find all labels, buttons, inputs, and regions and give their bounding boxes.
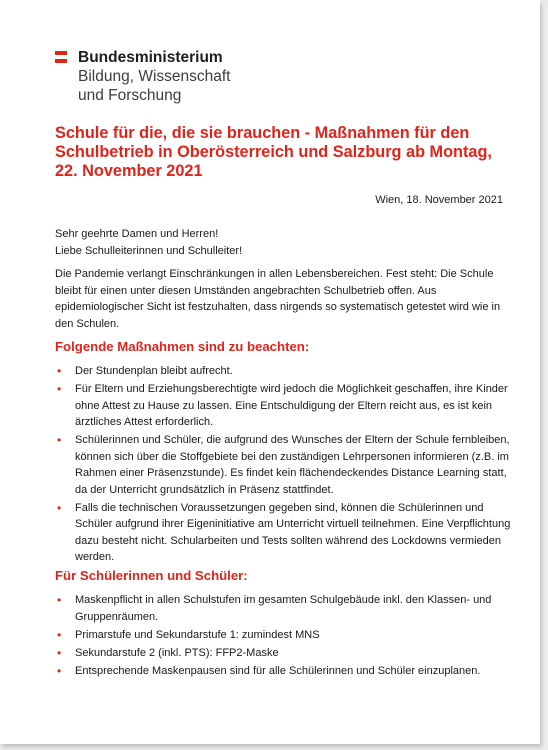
document-title: Schule für die, die sie brauchen - Maßnahmen für den Schulbetrieb in Oberösterreich und Salzburg ab Montag, 22. November 2021	[55, 124, 492, 180]
section-heading-measures: Folgende Maßnahmen sind zu beachten:	[55, 339, 310, 354]
list-item	[55, 381, 517, 431]
salutation-line-1: Sehr geehrte Damen und Herren!	[55, 228, 219, 240]
bullet-icon: •	[57, 663, 62, 678]
bullet-icon: •	[57, 364, 62, 378]
list-item-text: Falls die technischen Voraussetzungen gegeben sind, können die Schülerinnen und Schüler aufgrund ihrer Eigeninitiative am Unterricht virtuell teilnehmen. Eine Verpflichtung dazu besteht nicht. Schularbeiten und Tests sollten während des Lockdowns vermieden werden.	[75, 501, 511, 563]
logo-line-1: Bundesministerium	[78, 49, 223, 66]
list-item	[55, 592, 517, 625]
bullet-icon: •	[57, 645, 62, 660]
document-date: Wien, 18. November 2021	[375, 194, 503, 206]
list-item-text: Der Stundenplan bleibt aufrecht.	[75, 365, 233, 377]
measures-list	[55, 363, 517, 567]
list-item	[55, 645, 517, 662]
section-heading-students: Für Schülerinnen und Schüler:	[55, 568, 248, 583]
bullet-icon: •	[57, 500, 62, 515]
list-item	[55, 500, 517, 566]
list-item-text: Maskenpflicht in allen Schulstufen im gesamten Schulgebäude inkl. den Klassen- und Gruppenräumen.	[75, 594, 492, 623]
list-item-text: Schülerinnen und Schüler, die aufgrund des Wunsches der Eltern der Schule fernbleiben, können sich über die Stoffgebiete bei den zuständigen Lehrpersonen informieren (z.B. im Rahmen einer Präsenzstunde). Es findet kein flächendeckendes Distance Learning statt, da der Unterricht grundsätzlich in Präsenz stattfindet.	[75, 434, 510, 496]
bullet-icon: •	[57, 433, 62, 447]
list-item	[55, 663, 517, 680]
salutation-line-2: Liebe Schulleiterinnen und Schulleiter!	[55, 244, 243, 257]
list-item	[55, 432, 517, 498]
list-item	[55, 627, 517, 644]
logo-line-2: Bildung, Wissenschaft	[78, 68, 231, 85]
bullet-icon: •	[57, 627, 62, 642]
logo-line-3: und Forschung	[78, 87, 182, 104]
list-item-text: Sekundarstufe 2 (inkl. PTS): FFP2-Maske	[75, 646, 279, 659]
bullet-icon: •	[57, 593, 62, 607]
intro-paragraph: Die Pandemie verlangt Einschränkungen in allen Lebensbereichen. Fest steht: Die Schule bleibt für einen unter diesen Umständen angebrachten Schulbetrieb offen. Aus epidemiologischer Sicht ist festzuhalten, dass nirgends so systematisch getestet wird wie in den Schulen.	[55, 268, 501, 330]
flag-stripe-icon	[55, 51, 67, 55]
salutation	[55, 226, 242, 259]
flag-stripe-icon	[55, 59, 67, 63]
list-item-text: Primarstufe und Sekundarstufe 1: zumindest MNS	[75, 628, 320, 641]
logo-text	[78, 48, 278, 105]
list-item	[55, 363, 517, 380]
list-item-text: Für Eltern und Erziehungsberechtigte wird jedoch die Möglichkeit geschaffen, ihre Kinder ohne Attest zu Hause zu lassen. Eine Entschuldigung der Eltern reicht aus, es ist kein ärztliches Attest erforderlich.	[75, 383, 508, 428]
bullet-icon: •	[57, 382, 62, 396]
list-item-text: Entsprechende Maskenpausen sind für alle Schülerinnen und Schüler einzuplanen.	[75, 664, 481, 677]
students-list	[55, 592, 517, 681]
